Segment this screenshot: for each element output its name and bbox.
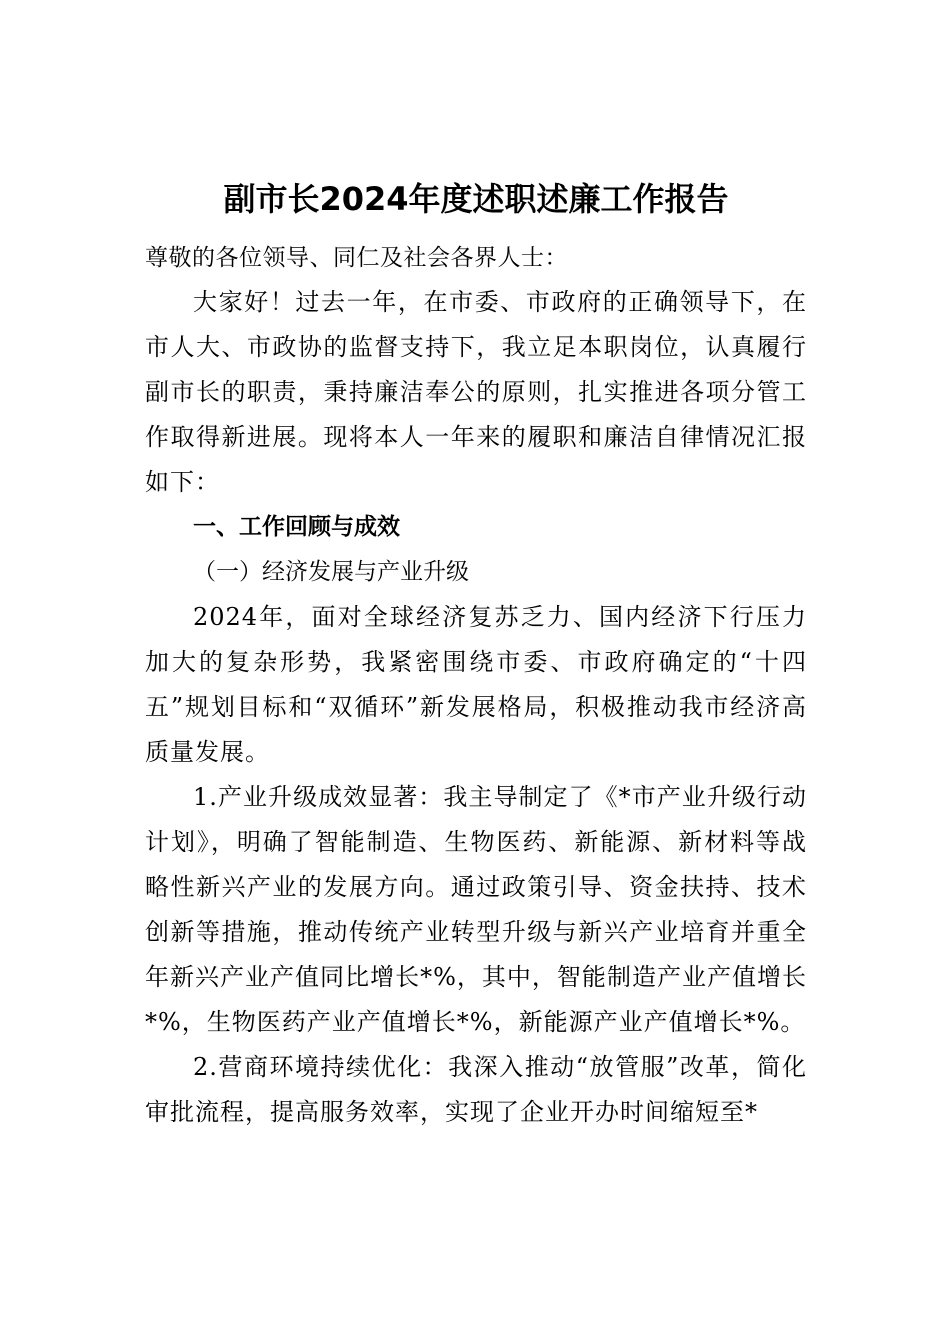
section-heading-work-review: 一、工作回顾与成效 — [193, 514, 400, 540]
economy-intro-paragraph: 2024年，面对全球经济复苏乏力、国内经济下行压力加大的复杂形势，我紧密围绕市委、市政府确定的“十四五”规划目标和“双循环”新发展格局，积极推动我市经济高质量发展。 — [145, 603, 807, 766]
document-title: 副市长2024年度述职述廉工作报告 — [223, 180, 729, 218]
opening-paragraph: 大家好！过去一年，在市委、市政府的正确领导下，在市人大、市政协的监督支持下，我立足本职岗位，认真履行副市长的职责，秉持廉洁奉公的原则，扎实推进各项分管工作取得新进展。现将本人一年来的履职和廉洁自律情况汇报如下： — [145, 288, 807, 496]
document-body — [145, 172, 807, 1135]
subsection-heading-economy: （一）经济发展与产业升级 — [193, 559, 469, 585]
industry-upgrade-paragraph: 1.产业升级成效显著：我主导制定了《*市产业升级行动计划》，明确了智能制造、生物医药、新能源、新材料等战略性新兴产业的发展方向。通过政策引导、资金扶持、技术创新等措施，推动传统产业转型升级与新兴产业培育并重全年新兴产业产值同比增长*%，其中，智能制造产业产值增长*%，生物医药产业产值增长*%，新能源产业产值增长*%。 — [145, 783, 807, 1036]
salutation: 尊敬的各位领导、同仁及社会各界人士： — [145, 245, 568, 271]
business-environment-paragraph: 2.营商环境持续优化：我深入推动“放管服”改革，简化审批流程，提高服务效率，实现了企业开办时间缩短至* — [145, 1053, 807, 1126]
